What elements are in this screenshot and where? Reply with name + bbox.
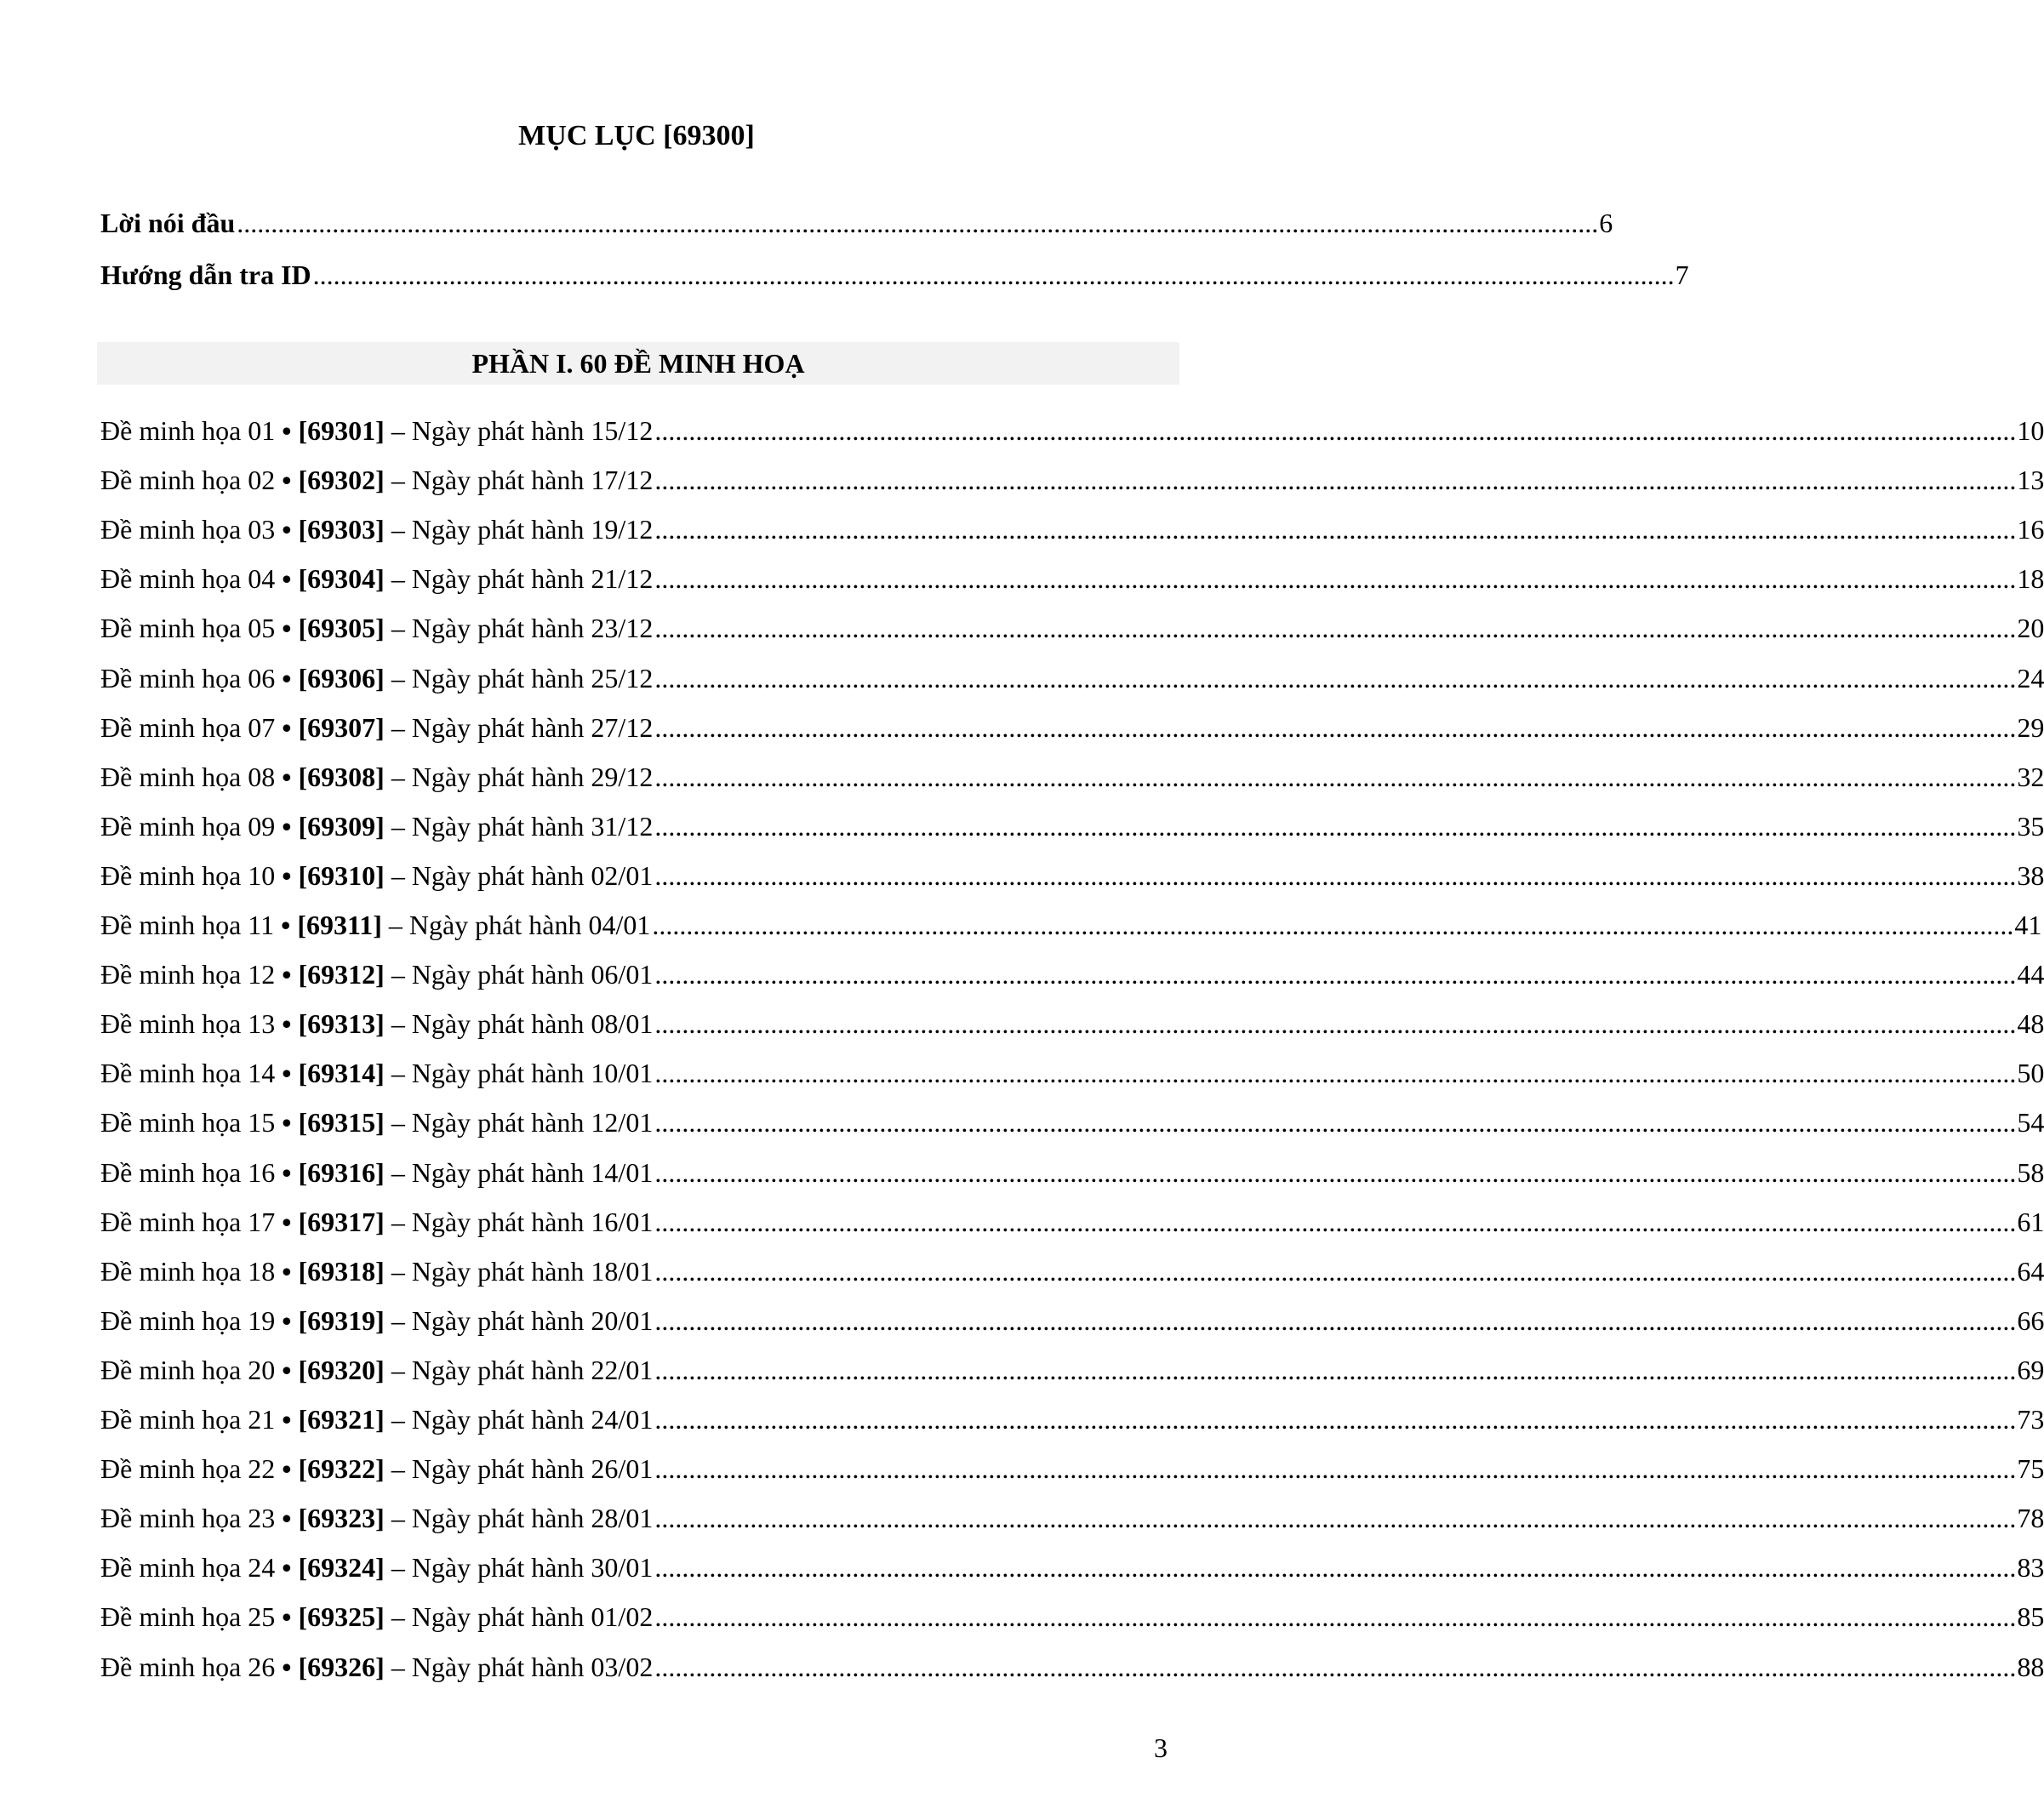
toc-entry-title <box>100 1549 653 1585</box>
bullet-icon: • <box>282 415 292 446</box>
toc-entry-id: [69315] <box>298 1107 385 1138</box>
toc-entry-release-date: – Ngày phát hành 03/02 <box>391 1652 654 1682</box>
toc-entry-label: Đề minh họa 23 <box>100 1503 276 1533</box>
toc-leader-dots: ........................................................................................................................................................................................................ <box>652 910 2014 940</box>
toc-entry-label: Đề minh họa 21 <box>100 1404 276 1435</box>
toc-entry-id: [69305] <box>298 613 385 643</box>
toc-entry-page: 29 <box>2017 712 2044 743</box>
toc-entry[interactable] <box>100 1104 2044 1140</box>
toc-entry[interactable] <box>100 1649 2044 1685</box>
toc-entry-title <box>100 561 653 596</box>
toc-leader-dots: ........................................................................................................................................................................................................ <box>654 811 2017 842</box>
toc-entry-id: [69317] <box>298 1207 385 1237</box>
toc-entry-label: Đề minh họa 14 <box>100 1058 276 1088</box>
toc-entry-label: Đề minh họa 04 <box>100 563 276 594</box>
toc-entry[interactable] <box>100 1303 2044 1338</box>
toc-entry-title <box>100 907 650 943</box>
toc-leader-dots: ........................................................................................................................................................................................................ <box>654 1652 2017 1682</box>
bullet-icon: • <box>282 1453 292 1484</box>
toc-entry-title <box>100 759 653 795</box>
toc-leader-dots: ........................................................................................................................................................................................................ <box>654 1256 2017 1287</box>
bullet-icon: • <box>282 563 292 594</box>
toc-entry[interactable] <box>100 660 2044 696</box>
toc-entry-label: Đề minh họa 11 <box>100 910 275 940</box>
toc-entry-page: 48 <box>2017 1008 2044 1039</box>
toc-entry[interactable] <box>100 1401 2044 1437</box>
toc-entry-page: 44 <box>2017 959 2044 990</box>
toc-entry-label: Đề minh họa 01 <box>100 415 276 446</box>
toc-entry-page: 73 <box>2017 1404 2044 1435</box>
toc-entry-id: [69314] <box>298 1058 385 1088</box>
toc-entry-release-date: – Ngày phát hành 21/12 <box>391 563 654 594</box>
toc-entry-id: [69321] <box>298 1404 385 1435</box>
toc-entry-id: [69310] <box>298 860 385 891</box>
toc-entry-title <box>100 462 653 498</box>
toc-entry-label: Đề minh họa 22 <box>100 1453 276 1484</box>
toc-entry-title <box>100 1352 653 1388</box>
toc-entry-page: 85 <box>2017 1601 2044 1632</box>
toc-entry[interactable] <box>100 610 2044 646</box>
toc-entry-id: [69322] <box>298 1453 385 1484</box>
toc-entry-page: 88 <box>2017 1652 2044 1682</box>
toc-entry-id: [69308] <box>298 762 385 792</box>
toc-entry-id: [69326] <box>298 1652 385 1682</box>
bullet-icon: • <box>282 1552 292 1583</box>
toc-entry[interactable] <box>100 1599 2044 1635</box>
toc-leader-dots: ........................................................................................................................................................................................................ <box>654 1207 2017 1237</box>
toc-entry-title <box>100 1204 653 1240</box>
toc-entry-id: [69311] <box>297 910 382 940</box>
bullet-icon: • <box>282 1058 292 1088</box>
toc-entry[interactable] <box>100 1055 2044 1091</box>
toc-leader-dots: ........................................................................................................................................................................................................ <box>654 1008 2017 1039</box>
toc-entry-release-date: – Ngày phát hành 29/12 <box>391 762 654 792</box>
toc-leader-dots: ........................................................................................................................................................................................................ <box>654 860 2017 891</box>
toc-entry-page: 7 <box>1675 260 1689 290</box>
bullet-icon: • <box>282 860 292 891</box>
toc-entry-release-date: – Ngày phát hành 01/02 <box>391 1601 654 1632</box>
toc-entry-page: 18 <box>2017 563 2044 594</box>
bullet-icon: • <box>282 1404 292 1435</box>
toc-entry-page: 69 <box>2017 1355 2044 1385</box>
toc-entry-label: Đề minh họa 26 <box>100 1652 276 1682</box>
toc-entry-id: [69325] <box>298 1601 385 1632</box>
bullet-icon: • <box>282 1305 292 1336</box>
toc-entry-title <box>100 1104 653 1140</box>
toc-leader-dots: ........................................................................................................................................................................................................ <box>654 613 2017 643</box>
bullet-icon: • <box>282 1207 292 1237</box>
toc-entry-label: Hướng dẫn tra ID <box>100 260 311 290</box>
toc-entry-release-date: – Ngày phát hành 12/01 <box>391 1107 654 1138</box>
toc-entry-page: 16 <box>2017 514 2044 545</box>
toc-entry-release-date: – Ngày phát hành 14/01 <box>391 1157 654 1188</box>
toc-leader-dots: ........................................................................................................................................................................................................ <box>654 1058 2017 1088</box>
toc-entry-page: 54 <box>2017 1107 2044 1138</box>
toc-leader-dots: ........................................................................................................................................................................................................ <box>654 1601 2017 1632</box>
bullet-icon: • <box>282 1652 292 1682</box>
bullet-icon: • <box>281 910 291 940</box>
toc-entry-release-date: – Ngày phát hành 18/01 <box>391 1256 654 1287</box>
toc-leader-dots: ........................................................................................................................................................................................................ <box>654 1404 2017 1435</box>
toc-entry-id-guide[interactable] <box>100 257 1689 293</box>
toc-entry-page: 78 <box>2017 1503 2044 1533</box>
toc-entry-label: Đề minh họa 12 <box>100 959 276 990</box>
toc-entry-id: [69316] <box>298 1157 385 1188</box>
toc-entry-release-date: – Ngày phát hành 23/12 <box>391 613 654 643</box>
toc-entry-page: 13 <box>2017 465 2044 495</box>
toc-entry-release-date: – Ngày phát hành 31/12 <box>391 811 654 842</box>
toc-entry[interactable] <box>100 710 2044 745</box>
toc-entry-page: 50 <box>2017 1058 2044 1088</box>
toc-leader-dots: ........................................................................................................................................................................................................ <box>654 415 2017 446</box>
toc-leader-dots: ........................................................................................................................................................................................................ <box>654 1107 2017 1138</box>
toc-entry-id: [69323] <box>298 1503 385 1533</box>
toc-entry-title <box>100 660 653 696</box>
toc-entry-title <box>100 1500 653 1536</box>
bullet-icon: • <box>282 514 292 545</box>
toc-entry-release-date: – Ngày phát hành 10/01 <box>391 1058 654 1088</box>
toc-entry-release-date: – Ngày phát hành 02/01 <box>391 860 654 891</box>
toc-entry-page: 58 <box>2017 1157 2044 1188</box>
toc-entry-title <box>100 1055 653 1091</box>
toc-entry-page: 64 <box>2017 1256 2044 1287</box>
toc-entry-id: [69324] <box>298 1552 385 1583</box>
toc-entry-release-date: – Ngày phát hành 24/01 <box>391 1404 654 1435</box>
toc-entry[interactable] <box>100 413 2044 448</box>
toc-entry[interactable] <box>100 1155 2044 1190</box>
toc-entry-release-date: – Ngày phát hành 06/01 <box>391 959 654 990</box>
toc-entry-label: Đề minh họa 03 <box>100 514 276 545</box>
toc-entry[interactable] <box>100 1500 2044 1536</box>
toc-entry-id: [69313] <box>298 1008 385 1039</box>
bullet-icon: • <box>282 959 292 990</box>
toc-entry[interactable] <box>100 858 2044 893</box>
toc-leader-dots: ........................................................................................................................................................................................................ <box>654 762 2017 792</box>
toc-entry-label: Đề minh họa 20 <box>100 1355 276 1385</box>
toc-entry-title <box>100 956 653 992</box>
bullet-icon: • <box>282 1157 292 1188</box>
toc-leader-dots: ........................................................................................................................................................................................................ <box>654 1453 2017 1484</box>
toc-entry-release-date: – Ngày phát hành 27/12 <box>391 712 654 743</box>
section-heading: PHẦN I. 60 ĐỀ MINH HOẠ <box>471 348 805 379</box>
page-title: MỤC LỤC [69300] <box>518 120 755 151</box>
toc-entry-title <box>100 413 653 448</box>
toc-leader-dots: ........................................................................................................................................................................................................ <box>654 514 2017 545</box>
toc-entry-label: Đề minh họa 02 <box>100 465 276 495</box>
toc-entry-label: Đề minh họa 15 <box>100 1107 276 1138</box>
toc-entry-release-date: – Ngày phát hành 20/01 <box>391 1305 654 1336</box>
toc-leader-dots: ........................................................................................................................................................................................................ <box>654 1305 2017 1336</box>
toc-entry-release-date: – Ngày phát hành 28/01 <box>391 1503 654 1533</box>
bullet-icon: • <box>282 712 292 743</box>
toc-entry-title <box>100 710 653 745</box>
toc-entry-page: 35 <box>2017 811 2044 842</box>
toc-entry-title <box>100 1401 653 1437</box>
toc-entry-page: 20 <box>2017 613 2044 643</box>
bullet-icon: • <box>282 1008 292 1039</box>
toc-entry-title <box>100 1649 653 1685</box>
toc-entry-label: Đề minh họa 19 <box>100 1305 276 1336</box>
toc-entry-id: [69319] <box>298 1305 385 1336</box>
toc-entry-title <box>100 610 653 646</box>
toc-entry-id: [69307] <box>298 712 385 743</box>
toc-leader-dots: ........................................................................................................................................................................................................ <box>654 465 2017 495</box>
toc-entry-page: 41 <box>2014 910 2042 940</box>
toc-entry-label: Đề minh họa 10 <box>100 860 276 891</box>
toc-entry-label: Đề minh họa 05 <box>100 613 276 643</box>
toc-entry-preface[interactable] <box>100 205 1613 241</box>
toc-entry[interactable] <box>100 808 2044 844</box>
toc-entry[interactable] <box>100 1006 2044 1041</box>
toc-entry-release-date: – Ngày phát hành 22/01 <box>391 1355 654 1385</box>
toc-leader-dots: ........................................................................................................................................................................................................ <box>654 1355 2017 1385</box>
toc-entry-release-date: – Ngày phát hành 25/12 <box>391 663 654 693</box>
toc-entry-release-date: – Ngày phát hành 30/01 <box>391 1552 654 1583</box>
toc-entry-label: Đề minh họa 24 <box>100 1552 276 1583</box>
toc-entry-label: Đề minh họa 08 <box>100 762 276 792</box>
toc-entry-release-date: – Ngày phát hành 15/12 <box>391 415 654 446</box>
toc-entry-page: 38 <box>2017 860 2044 891</box>
toc-leader-dots: ........................................................................................................................................................................................................ <box>654 959 2017 990</box>
toc-entry[interactable] <box>100 1253 2044 1289</box>
toc-entry-title <box>100 1253 653 1289</box>
toc-entry-id: [69312] <box>298 959 385 990</box>
toc-entry[interactable] <box>100 1352 2044 1388</box>
toc-entry-id: [69318] <box>298 1256 385 1287</box>
toc-entry-release-date: – Ngày phát hành 08/01 <box>391 1008 654 1039</box>
toc-entry-id: [69309] <box>298 811 385 842</box>
toc-entry-page: 83 <box>2017 1552 2044 1583</box>
bullet-icon: • <box>282 465 292 495</box>
toc-entry-title <box>100 1155 653 1190</box>
toc-leader-dots: ........................................................................................................................................................................................................ <box>312 260 1675 290</box>
bullet-icon: • <box>282 762 292 792</box>
toc-entry-label: Đề minh họa 16 <box>100 1157 276 1188</box>
toc-entry-label: Đề minh họa 25 <box>100 1601 276 1632</box>
toc-entry-title <box>100 1451 653 1487</box>
toc-leader-dots: ........................................................................................................................................................................................................ <box>654 1503 2017 1533</box>
toc-entry-label: Đề minh họa 13 <box>100 1008 276 1039</box>
bullet-icon: • <box>282 1355 292 1385</box>
toc-entry-release-date: – Ngày phát hành 04/01 <box>388 910 651 940</box>
toc-entry[interactable] <box>100 956 2044 992</box>
toc-entry-label: Đề minh họa 09 <box>100 811 276 842</box>
section-band <box>97 342 1179 385</box>
bullet-icon: • <box>282 1256 292 1287</box>
toc-entry-page: 24 <box>2017 663 2044 693</box>
toc-entry-id: [69302] <box>298 465 385 495</box>
page-number: 3 <box>1154 1732 1168 1763</box>
toc-entry-page: 66 <box>2017 1305 2044 1336</box>
bullet-icon: • <box>282 613 292 643</box>
toc-entry-page: 10 <box>2017 415 2044 446</box>
toc-leader-dots: ........................................................................................................................................................................................................ <box>654 563 2017 594</box>
bullet-icon: • <box>282 1107 292 1138</box>
toc-entry[interactable] <box>100 1549 2044 1585</box>
toc-entry-release-date: – Ngày phát hành 17/12 <box>391 465 654 495</box>
toc-entry-page: 61 <box>2017 1207 2044 1237</box>
toc-entry[interactable] <box>100 511 2044 547</box>
toc-entry-title <box>100 511 653 547</box>
toc-entry-label: Đề minh họa 18 <box>100 1256 276 1287</box>
toc-leader-dots: ........................................................................................................................................................................................................ <box>237 208 1599 238</box>
toc-entry-id: [69306] <box>298 663 385 693</box>
toc-entry-label: Đề minh họa 07 <box>100 712 276 743</box>
toc-leader-dots: ........................................................................................................................................................................................................ <box>654 663 2017 693</box>
toc-entry[interactable] <box>100 561 2044 596</box>
toc-entry[interactable] <box>100 462 2044 498</box>
toc-entry-release-date: – Ngày phát hành 19/12 <box>391 514 654 545</box>
toc-entry-page: 6 <box>1599 208 1613 238</box>
toc-entry-release-date: – Ngày phát hành 16/01 <box>391 1207 654 1237</box>
toc-entry[interactable] <box>100 907 2042 943</box>
toc-entry-id: [69320] <box>298 1355 385 1385</box>
toc-entry-title <box>100 858 653 893</box>
bullet-icon: • <box>282 1601 292 1632</box>
toc-leader-dots: ........................................................................................................................................................................................................ <box>654 712 2017 743</box>
toc-entry[interactable] <box>100 759 2044 795</box>
toc-entry[interactable] <box>100 1204 2044 1240</box>
toc-entry-page: 32 <box>2017 762 2044 792</box>
toc-entry-label: Đề minh họa 17 <box>100 1207 276 1237</box>
toc-entry-label: Đề minh họa 06 <box>100 663 276 693</box>
toc-entry-page: 75 <box>2017 1453 2044 1484</box>
toc-entry-id: [69303] <box>298 514 385 545</box>
toc-entry-title <box>100 808 653 844</box>
toc-entry-release-date: – Ngày phát hành 26/01 <box>391 1453 654 1484</box>
toc-entry-title <box>100 1303 653 1338</box>
toc-entry-label: Lời nói đầu <box>100 208 236 238</box>
toc-leader-dots: ........................................................................................................................................................................................................ <box>654 1157 2017 1188</box>
toc-entry-id: [69304] <box>298 563 385 594</box>
bullet-icon: • <box>282 663 292 693</box>
toc-entry-title <box>100 1006 653 1041</box>
toc-entry[interactable] <box>100 1451 2044 1487</box>
toc-leader-dots: ........................................................................................................................................................................................................ <box>654 1552 2017 1583</box>
bullet-icon: • <box>282 1503 292 1533</box>
toc-entry-id: [69301] <box>298 415 385 446</box>
bullet-icon: • <box>282 811 292 842</box>
toc-entry-title <box>100 1599 653 1635</box>
